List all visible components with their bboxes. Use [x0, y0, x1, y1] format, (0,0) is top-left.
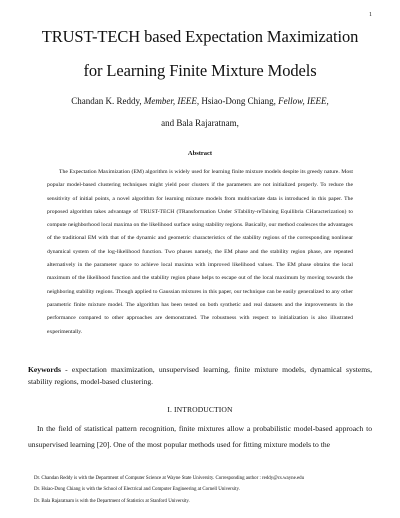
author-name: Hsiao-Dong Chiang, — [201, 96, 276, 106]
keywords — [28, 364, 372, 388]
intro-paragraph: In the field of statistical pattern recognition, finite mixtures allow a probabilistic model-based approach to unsupervised learning [20]. One of the most popular methods used for fitting mixture models to the — [28, 424, 372, 449]
keywords-label: Keywords — [28, 365, 61, 374]
section-title-rest: NTRODUCTION — [176, 405, 233, 414]
abstract-heading: Abstract — [187, 150, 213, 157]
author-role: Fellow, IEEE, — [278, 96, 329, 106]
author-line — [0, 97, 400, 106]
footnote: Dr. Chandan Reddy is with the Department of Computer Science at Wayne State University. Corresponding author : reddy@cs.wayne.edu — [34, 476, 305, 481]
footnotes — [28, 473, 372, 507]
section-numeral: I. — [167, 405, 175, 414]
page-number: 1 — [369, 12, 372, 18]
abstract-text: The Expectation Maximization (EM) algorithm is widely used for learning finite mixture models despite its greedy nature. Most popular model-based clustering techniques might yield poor clusters if the parameters are not initialized properly. To reduce the sensitivity of initial points, a novel algorithm for learning mixture models from multivariate data is introduced in this paper. The proposed algorithm takes advantage of TRUST-TECH (TRansformation Under STability-reTaining Equilibria CHaracterization) to compute neighborhood local maxima on the likelihood surface using stability regions. Basically, our method coalesces the advantages of the traditional EM with that of the dynamic and geometric characteristics of the stability regions of the corresponding nonlinear dynamical system of the log-likelihood function. Two phases namely, the EM phase and the stability region phase, are repeated alternatively in the parameter space to achieve local maxima with improved likelihood values. The EM phase obtains the local maximum of the likelihood function and the stability region phase helps to escape out of the local maximum by moving towards the neighboring stability regions. Though applied to Gaussian mixtures in this paper, our technique can be easily generalized to any other parametric finite mixture model. The algorithm has been tested on both synthetic and real datasets and the improvements in the performance compared to other approaches are demonstrated. The robustness with respect to initialization is also illustrated experimentally. — [47, 169, 353, 335]
footnote: Dr. Hsiao-Dong Chiang is with the School of Electrical and Computer Engineering at Cornell University. — [34, 487, 240, 493]
paper-title-line-2: for Learning Finite Mixture Models — [83, 61, 317, 80]
section-initial: I — [174, 405, 177, 414]
paper-title-line-1: TRUST-TECH based Expectation Maximization — [41, 27, 359, 46]
author-role: Member, IEEE, — [143, 96, 200, 106]
author-name: Chandan K. Reddy, — [71, 96, 142, 106]
footnote: Dr. Bala Rajaratnam is with the Department of Statistics at Stanford University. — [34, 498, 190, 504]
keywords-text: - expectation maximization, unsupervised learning, finite mixture models, dynamical systems, stability regions, model-based clustering. — [28, 365, 372, 386]
author-line-2: and Bala Rajaratnam, — [161, 118, 239, 128]
section-heading — [0, 405, 400, 414]
